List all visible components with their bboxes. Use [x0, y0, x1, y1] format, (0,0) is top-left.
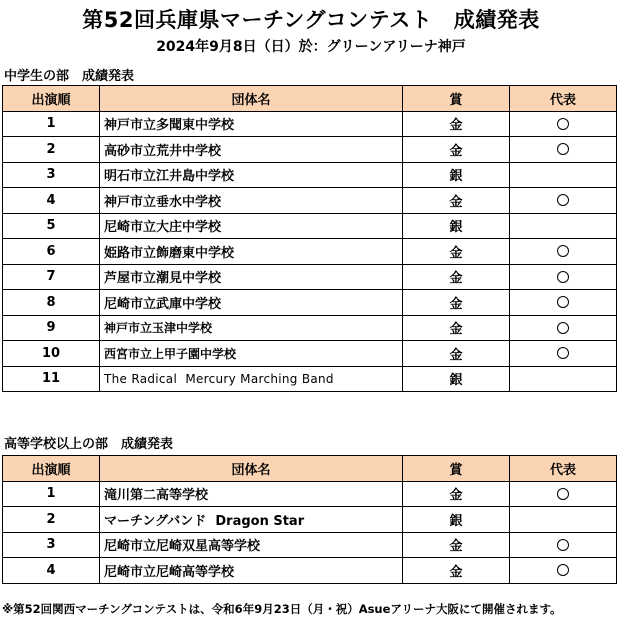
- table-row: [3, 507, 617, 533]
- table-row: [3, 264, 617, 290]
- group-name-cell: マーチングバンド Dragon Star: [100, 507, 403, 533]
- order-header: 出演順: [3, 456, 100, 482]
- table-row: [3, 532, 617, 558]
- prize-cell: 金: [403, 137, 510, 163]
- rep-header: 代表: [510, 86, 617, 112]
- table-row: [3, 366, 617, 392]
- group-name-cell: The Radical Mercury Marching Band: [100, 366, 403, 392]
- prize-header: 賞: [403, 86, 510, 112]
- table-row: [3, 558, 617, 584]
- table-row: [3, 137, 617, 163]
- prize-cell: 金: [403, 239, 510, 265]
- prize-cell: 金: [403, 290, 510, 316]
- prize-cell: 金: [403, 481, 510, 507]
- prize-cell: 銀: [403, 507, 510, 533]
- representative-cell: [510, 239, 617, 265]
- representative-cell: [510, 188, 617, 214]
- representative-circle-icon: [557, 347, 569, 359]
- page-subtitle: 2024年9月8日（日）於：グリーンアリーナ神戸: [156, 39, 466, 55]
- prize-cell: 金: [403, 532, 510, 558]
- prize-cell: 金: [403, 188, 510, 214]
- order-cell: 1: [3, 111, 100, 137]
- prize-cell: 金: [403, 315, 510, 341]
- order-cell: 2: [3, 507, 100, 533]
- prize-cell: 金: [403, 111, 510, 137]
- prize-cell: 金: [403, 558, 510, 584]
- representative-circle-icon: [557, 322, 569, 334]
- group-name-cell: 尼崎市立大庄中学校: [100, 213, 403, 239]
- prize-cell: 金: [403, 264, 510, 290]
- representative-cell: [510, 558, 617, 584]
- page-title: 第52回兵庫県マーチングコンテスト 成績発表: [82, 8, 540, 32]
- rep-header: 代表: [510, 456, 617, 482]
- group-name-cell: 明石市立江井島中学校: [100, 162, 403, 188]
- representative-cell: [510, 264, 617, 290]
- table-header-row: [3, 86, 617, 112]
- order-cell: 4: [3, 188, 100, 214]
- representative-circle-icon: [557, 194, 569, 206]
- order-cell: 6: [3, 239, 100, 265]
- high-school-results-table: [2, 455, 617, 584]
- representative-cell: [510, 507, 617, 533]
- table-row: [3, 290, 617, 316]
- representative-cell: [510, 341, 617, 367]
- representative-cell: [510, 532, 617, 558]
- representative-circle-icon: [557, 296, 569, 308]
- table-row: [3, 315, 617, 341]
- prize-cell: 金: [403, 341, 510, 367]
- order-cell: 8: [3, 290, 100, 316]
- group-name-cell: 神戸市立多聞東中学校: [100, 111, 403, 137]
- representative-circle-icon: [557, 539, 569, 551]
- middle-school-results-table: [2, 85, 617, 392]
- representative-circle-icon: [557, 118, 569, 130]
- representative-cell: [510, 366, 617, 392]
- table-row: [3, 188, 617, 214]
- order-cell: 11: [3, 366, 100, 392]
- order-cell: 9: [3, 315, 100, 341]
- group-name-cell: 尼崎市立武庫中学校: [100, 290, 403, 316]
- group-name-cell: 高砂市立荒井中学校: [100, 137, 403, 163]
- group-name-cell: 西宮市立上甲子園中学校: [100, 341, 403, 367]
- name-header: 団体名: [100, 86, 403, 112]
- representative-circle-icon: [557, 271, 569, 283]
- representative-circle-icon: [557, 245, 569, 257]
- prize-cell: 銀: [403, 162, 510, 188]
- group-name-cell: 芦屋市立潮見中学校: [100, 264, 403, 290]
- order-cell: 7: [3, 264, 100, 290]
- representative-cell: [510, 162, 617, 188]
- table-header-row: [3, 456, 617, 482]
- representative-cell: [510, 137, 617, 163]
- table-row: [3, 162, 617, 188]
- order-cell: 5: [3, 213, 100, 239]
- table-row: [3, 213, 617, 239]
- table-row: [3, 239, 617, 265]
- order-cell: 1: [3, 481, 100, 507]
- group-name-cell: 尼崎市立尼崎高等学校: [100, 558, 403, 584]
- representative-cell: [510, 290, 617, 316]
- order-cell: 3: [3, 162, 100, 188]
- prize-cell: 銀: [403, 366, 510, 392]
- representative-circle-icon: [557, 564, 569, 576]
- group-name-cell: 神戸市立垂水中学校: [100, 188, 403, 214]
- order-cell: 2: [3, 137, 100, 163]
- representative-cell: [510, 481, 617, 507]
- representative-cell: [510, 111, 617, 137]
- table-row: [3, 481, 617, 507]
- prize-header: 賞: [403, 456, 510, 482]
- order-cell: 3: [3, 532, 100, 558]
- representative-circle-icon: [557, 488, 569, 500]
- group-name-cell: 尼崎市立尼崎双星高等学校: [100, 532, 403, 558]
- group-name-cell: 神戸市立玉津中学校: [100, 315, 403, 341]
- footnote: ※第52回関西マーチングコンテストは、令和6年9月23日（月・祝）Asueアリーナ大阪にて開催されます。: [2, 602, 562, 616]
- middle-school-section-title: 中学生の部 成績発表: [4, 69, 135, 84]
- order-header: 出演順: [3, 86, 100, 112]
- representative-circle-icon: [557, 143, 569, 155]
- table-row: [3, 341, 617, 367]
- group-name-cell: 滝川第二高等学校: [100, 481, 403, 507]
- name-header: 団体名: [100, 456, 403, 482]
- representative-cell: [510, 315, 617, 341]
- order-cell: 4: [3, 558, 100, 584]
- high-school-section-title: 高等学校以上の部 成績発表: [4, 437, 174, 452]
- representative-cell: [510, 213, 617, 239]
- prize-cell: 銀: [403, 213, 510, 239]
- group-name-cell: 姫路市立飾磨東中学校: [100, 239, 403, 265]
- table-row: [3, 111, 617, 137]
- order-cell: 10: [3, 341, 100, 367]
